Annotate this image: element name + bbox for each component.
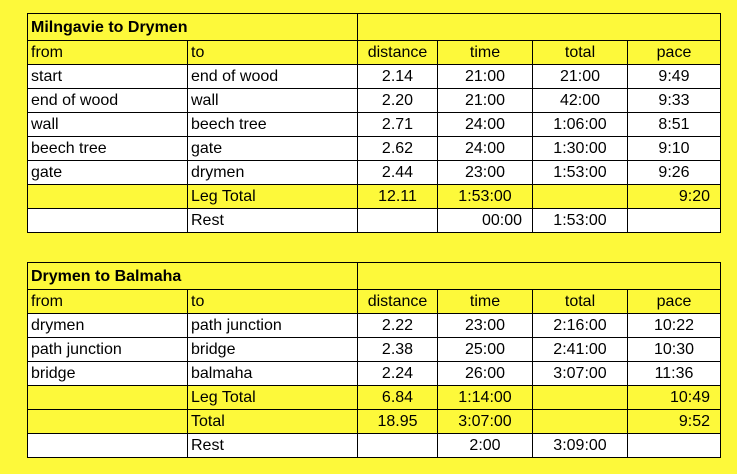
leg-title: Drymen to Balmaha [28,263,358,290]
table-row [28,362,721,386]
header-time: time [438,41,533,65]
rest-label: Rest [188,434,358,458]
cell-total: 1:30:00 [533,137,628,161]
cell-total: 1:06:00 [533,113,628,137]
cell-from: beech tree [28,137,188,161]
header-from: from [28,41,188,65]
grand-total-row [28,410,721,434]
grand-total-label: Total [188,410,358,434]
cell-pace: 9:33 [628,89,721,113]
leg-total-label: Leg Total [188,386,358,410]
cell-distance: 2.22 [358,314,438,338]
table-row [28,314,721,338]
table-row [28,89,721,113]
cell-time: 21:00 [438,65,533,89]
cell-to: beech tree [188,113,358,137]
cell-total: 1:53:00 [533,161,628,185]
cell-distance: 2.14 [358,65,438,89]
leg-title-row [28,263,721,290]
leg-table-milngavie-drymen [27,13,721,233]
cell-to: end of wood [188,65,358,89]
cell-from: start [28,65,188,89]
header-distance: distance [358,41,438,65]
grand-total-distance: 18.95 [358,410,438,434]
table-row [28,338,721,362]
cell-empty [28,185,188,209]
cell-time: 24:00 [438,137,533,161]
title-spacer [358,14,721,41]
table-row [28,113,721,137]
leg-total-pace: 10:49 [628,386,721,410]
leg-total-total [533,386,628,410]
rest-total: 3:09:00 [533,434,628,458]
header-row [28,41,721,65]
rest-time: 00:00 [438,209,533,233]
cell-distance: 2.20 [358,89,438,113]
leg-total-distance: 12.11 [358,185,438,209]
header-pace: pace [628,290,721,314]
leg-total-time: 1:14:00 [438,386,533,410]
cell-pace: 9:10 [628,137,721,161]
cell-time: 25:00 [438,338,533,362]
cell-empty [28,209,188,233]
cell-total: 3:07:00 [533,362,628,386]
leg-total-time: 1:53:00 [438,185,533,209]
header-distance: distance [358,290,438,314]
cell-to: bridge [188,338,358,362]
cell-pace: 9:49 [628,65,721,89]
rest-distance [358,209,438,233]
cell-pace: 8:51 [628,113,721,137]
cell-time: 23:00 [438,161,533,185]
cell-total: 2:41:00 [533,338,628,362]
cell-distance: 2.71 [358,113,438,137]
header-to: to [188,41,358,65]
header-time: time [438,290,533,314]
table-row [28,65,721,89]
table-row [28,137,721,161]
header-total: total [533,41,628,65]
cell-from: drymen [28,314,188,338]
grand-total-time: 3:07:00 [438,410,533,434]
leg-title: Milngavie to Drymen [28,14,358,41]
cell-to: gate [188,137,358,161]
grand-total-pace: 9:52 [628,410,721,434]
cell-from: path junction [28,338,188,362]
cell-empty [28,434,188,458]
leg-total-row [28,386,721,410]
leg-total-distance: 6.84 [358,386,438,410]
header-row [28,290,721,314]
header-total: total [533,290,628,314]
rest-pace [628,434,721,458]
grand-total-total [533,410,628,434]
cell-to: balmaha [188,362,358,386]
cell-distance: 2.38 [358,338,438,362]
title-spacer [358,263,721,290]
rest-time: 2:00 [438,434,533,458]
cell-total: 2:16:00 [533,314,628,338]
rest-label: Rest [188,209,358,233]
cell-to: path junction [188,314,358,338]
leg-total-pace: 9:20 [628,185,721,209]
header-to: to [188,290,358,314]
cell-to: wall [188,89,358,113]
cell-time: 26:00 [438,362,533,386]
leg-total-label: Leg Total [188,185,358,209]
cell-from: gate [28,161,188,185]
cell-from: wall [28,113,188,137]
cell-distance: 2.24 [358,362,438,386]
rest-row [28,209,721,233]
rest-distance [358,434,438,458]
cell-pace: 9:26 [628,161,721,185]
cell-time: 23:00 [438,314,533,338]
leg-total-row [28,185,721,209]
header-pace: pace [628,41,721,65]
cell-from: bridge [28,362,188,386]
rest-total: 1:53:00 [533,209,628,233]
cell-total: 21:00 [533,65,628,89]
cell-time: 21:00 [438,89,533,113]
rest-pace [628,209,721,233]
cell-distance: 2.44 [358,161,438,185]
leg-title-row [28,14,721,41]
cell-empty [28,386,188,410]
leg-table-drymen-balmaha [27,262,721,458]
leg-total-total [533,185,628,209]
cell-total: 42:00 [533,89,628,113]
cell-to: drymen [188,161,358,185]
cell-from: end of wood [28,89,188,113]
cell-time: 24:00 [438,113,533,137]
cell-pace: 11:36 [628,362,721,386]
cell-pace: 10:22 [628,314,721,338]
rest-row [28,434,721,458]
header-from: from [28,290,188,314]
cell-empty [28,410,188,434]
cell-distance: 2.62 [358,137,438,161]
cell-pace: 10:30 [628,338,721,362]
table-row [28,161,721,185]
